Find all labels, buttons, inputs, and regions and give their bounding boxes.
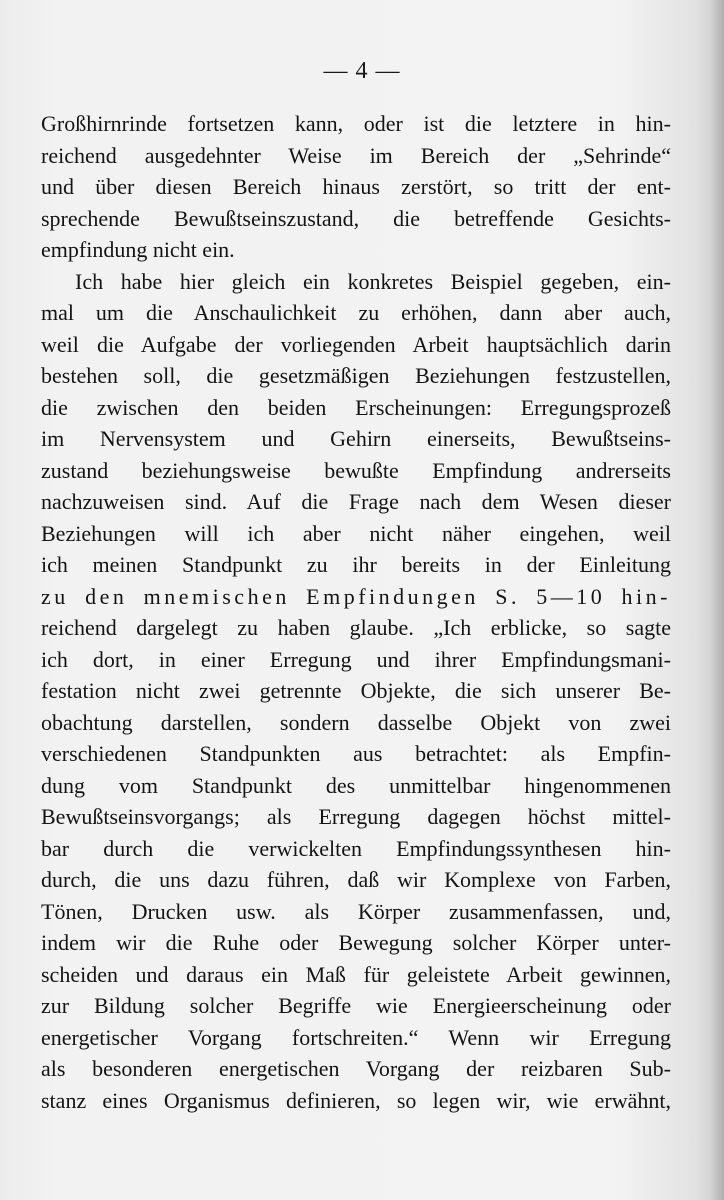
page-gutter-shadow — [710, 0, 724, 1200]
text-line: zu den mnemischen Empfindungen S. 5—10 hin- — [41, 583, 671, 609]
text-line: durch, die uns dazu führen, daß wir Komplexe von Farben, — [41, 867, 671, 892]
text-line: sprechende Bewußtseinszustand, die betreffende Gesichts- — [41, 205, 671, 231]
text-line: mal um die Anschaulichkeit zu erhöhen, dann aber auch, — [41, 300, 671, 325]
body-text — [41, 108, 671, 1116]
text-line: ich dort, in einer Erregung und ihrer Empfindungsmani- — [41, 646, 671, 672]
text-line: dung vom Standpunkt des unmittelbar hingenommenen — [41, 772, 671, 798]
text-line: bestehen soll, die gesetzmäßigen Beziehungen festzustellen, — [41, 363, 671, 388]
text-line: festation nicht zwei getrennte Objekte, die sich unserer Be- — [41, 678, 671, 703]
text-line: nachzuweisen sind. Auf die Frage nach dem Wesen dieser — [41, 489, 671, 514]
text-line: bar durch die verwickelten Empfindungssynthesen hin- — [41, 835, 671, 861]
text-line: Großhirnrinde fortsetzen kann, oder ist die letztere in hin- — [41, 111, 671, 136]
text-line: obachtung darstellen, sondern dasselbe Objekt von zwei — [41, 709, 671, 735]
text-line: ich meinen Standpunkt zu ihr bereits in der Einleitung — [41, 552, 671, 577]
text-line: empfindung nicht ein. — [41, 237, 235, 262]
text-line: die zwischen den beiden Erscheinungen: Erregungsprozeß — [41, 394, 671, 420]
text-line: zur Bildung solcher Begriffe wie Energieerscheinung oder — [41, 993, 671, 1018]
page-number: — 4 — — [323, 58, 401, 84]
text-line: und über diesen Bereich hinaus zerstört, so tritt der ent- — [41, 174, 671, 199]
text-line: Tönen, Drucken usw. als Körper zusammenfassen, und, — [41, 898, 671, 924]
text-line: reichend dargelegt zu haben glaube. „Ich erblicke, so sagte — [41, 615, 671, 640]
text-line: verschiedenen Standpunkten aus betrachtet: als Empfin- — [41, 741, 671, 766]
text-line: scheiden und daraus ein Maß für geleistete Arbeit gewinnen, — [41, 961, 671, 987]
text-line: weil die Aufgabe der vorliegenden Arbeit hauptsächlich darin — [41, 331, 671, 357]
text-line: Beziehungen will ich aber nicht näher eingehen, weil — [41, 520, 671, 546]
text-line: stanz eines Organismus definieren, so legen wir, wie erwähnt, — [41, 1087, 671, 1113]
text-line: Ich habe hier gleich ein konkretes Beispiel gegeben, ein- — [75, 268, 671, 294]
text-line: indem wir die Ruhe oder Bewegung solcher Körper unter- — [41, 930, 671, 955]
text-line: zustand beziehungsweise bewußte Empfindung andrerseits — [41, 457, 671, 483]
text-line: Bewußtseinsvorgangs; als Erregung dagegen höchst mittel- — [41, 804, 671, 829]
text-line: reichend ausgedehnter Weise im Bereich der „Sehrinde“ — [41, 142, 671, 168]
text-line: energetischer Vorgang fortschreiten.“ Wenn wir Erregung — [41, 1024, 671, 1050]
text-line: als besonderen energetischen Vorgang der reizbaren Sub- — [41, 1056, 671, 1081]
text-line: im Nervensystem und Gehirn einerseits, Bewußtseins- — [41, 426, 671, 451]
